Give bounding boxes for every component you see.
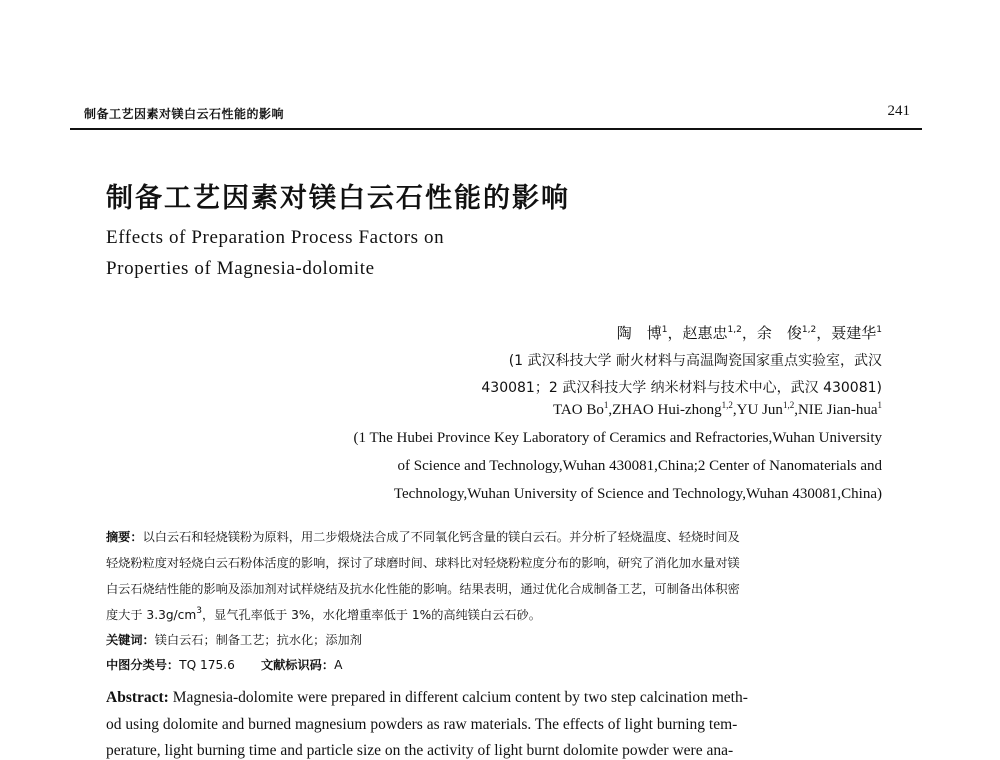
- abstract-cn-label: 摘要：: [106, 530, 143, 544]
- author-affil-mark: 1,2: [721, 400, 733, 410]
- author-affil-mark: 1,2: [801, 325, 817, 335]
- author-separator: ，: [816, 324, 832, 342]
- author-affil-mark: 1,2: [727, 325, 742, 335]
- affiliation-cn-line1: (1 武汉科技大学 耐火材料与高温陶瓷国家重点实验室，武汉: [508, 353, 882, 369]
- affiliation-cn-line2: 430081；2 武汉科技大学 纳米材料与技术中心，武汉 430081): [481, 380, 882, 396]
- author-affil-mark: 1: [603, 400, 609, 410]
- doc-code-label: 文献标识码：: [260, 658, 335, 672]
- superscript: 3: [196, 606, 202, 616]
- clc-value: TQ 175.6: [179, 658, 235, 672]
- author-affil-mark: 1: [876, 325, 882, 335]
- abstract-cn-line1: [106, 528, 884, 545]
- running-head: [70, 103, 922, 125]
- paper-title-en-line2: Properties of Magnesia-dolomite: [106, 258, 375, 279]
- abstract-en-text: Magnesia-dolomite were prepared in different calcium content by two step calcination meth-: [172, 689, 748, 706]
- author-affil-mark: 1,2: [782, 400, 795, 410]
- abstract-cn-text: 度大于 3.3g/cm: [106, 608, 197, 622]
- keywords-cn: [106, 631, 884, 648]
- author-name: 赵惠忠: [682, 324, 728, 342]
- author-name-en: TAO Bo: [552, 402, 604, 418]
- abstract-cn-text: 以白云石和轻烧镁粉为原料，用二步煅烧法合成了不同氧化钙含量的镁白云石。并分析了轻烧温度、轻烧时间及: [142, 530, 740, 544]
- abstract-cn-line4: [106, 606, 884, 623]
- author-name-en: ZHAO Hui-zhong: [612, 402, 722, 418]
- keywords-label: 关键词：: [106, 633, 155, 647]
- author-name: 陶 博: [616, 324, 662, 342]
- affiliation-en-line2: of Science and Technology,Wuhan 430081,China;2 Center of Nanomaterials and: [397, 458, 882, 474]
- abstract-en-line2: od using dolomite and burned magnesium powders as raw materials. The effects of light burning tem-: [106, 716, 738, 733]
- keywords-text: 镁白云石；制备工艺；抗水化；添加剂: [154, 633, 362, 647]
- running-head-title: 制备工艺因素对镁白云石性能的影响: [84, 107, 285, 121]
- author-separator: ,: [608, 402, 613, 418]
- authors-en: [553, 402, 882, 419]
- author-affil-mark: 1: [877, 400, 882, 410]
- abstract-en-line3: perature, light burning time and particle size on the activity of light burnt dolomite powder were ana-: [106, 742, 734, 759]
- abstract-cn-line2: 轻烧粉粒度对轻烧白云石粉体活度的影响，探讨了球磨时间、球料比对轻烧粉粒度分布的影响，研究了消化加水量对镁: [106, 556, 740, 570]
- author-name-en: NIE Jian-hua: [797, 402, 878, 418]
- author-separator: ，: [741, 324, 757, 342]
- doc-code-value: A: [334, 658, 343, 672]
- header-rule: [70, 128, 922, 130]
- clc-label: 中图分类号：: [106, 658, 180, 672]
- author-separator: ，: [667, 324, 683, 342]
- abstract-cn-text: ，显气孔率低于 3%，水化增重率低于 1%的高纯镁白云石砂。: [201, 608, 541, 622]
- paper-title-cn: 制备工艺因素对镁白云石性能的影响: [106, 183, 570, 214]
- author-separator: ,: [794, 402, 798, 418]
- authors-cn: [617, 322, 882, 343]
- abstract-en-label: Abstract:: [106, 689, 169, 706]
- author-name: 余 俊: [756, 324, 802, 342]
- paper-title-en-line1: Effects of Preparation Process Factors on: [106, 227, 445, 248]
- author-separator: ,: [732, 402, 737, 418]
- author-name-en: YU Jun: [736, 402, 783, 418]
- author-affil-mark: 1: [661, 325, 668, 335]
- classification-line: [106, 656, 884, 673]
- affiliation-en-line1: (1 The Hubei Province Key Laboratory of Ceramics and Refractories,Wuhan University: [353, 430, 882, 446]
- author-name: 聂建华: [831, 324, 877, 342]
- abstract-en-line1: [106, 689, 748, 707]
- page-number: 241: [887, 103, 910, 119]
- abstract-cn-line3: 白云石烧结性能的影响及添加剂对试样烧结及抗水化性能的影响。结果表明，通过优化合成制备工艺，可制备出体积密: [106, 582, 740, 596]
- affiliation-en-line3: Technology,Wuhan University of Science and Technology,Wuhan 430081,China): [393, 486, 882, 502]
